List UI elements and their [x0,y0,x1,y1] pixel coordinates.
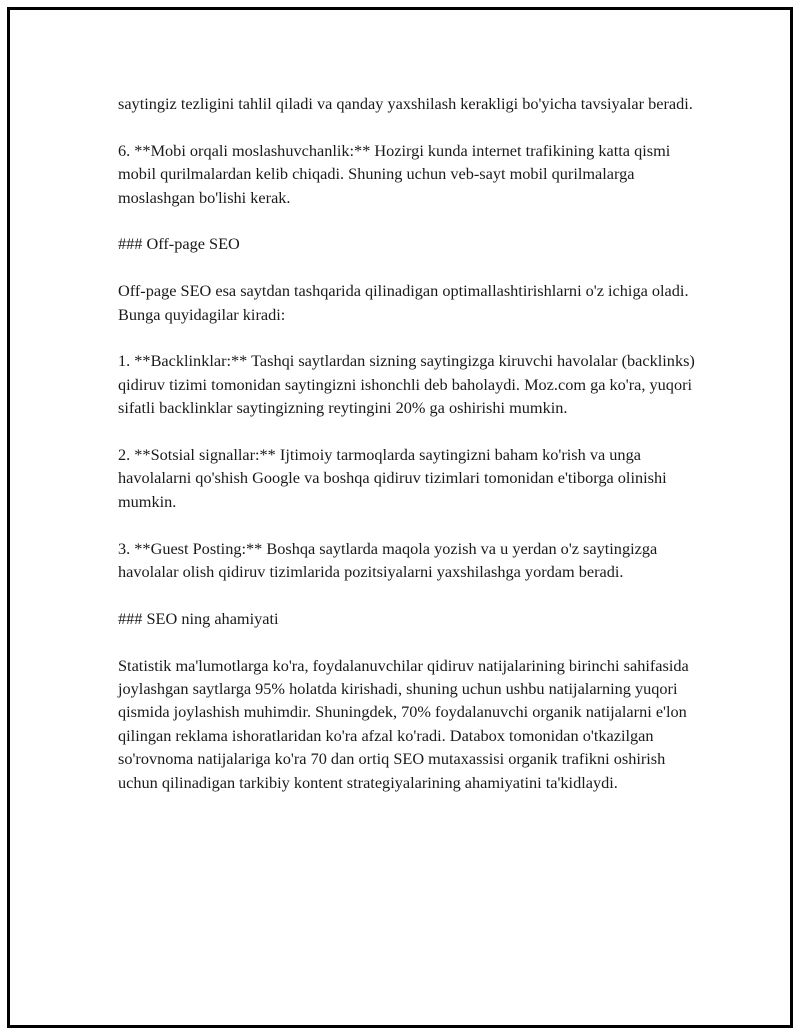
list-item-mobile-friendliness: 6. **Mobi orqali moslashuvchanlik:** Hozirgi kunda internet trafikining katta qismi mobil qurilmalardan kelib chiqadi. Shuning uchun veb-sayt mobil qurilmalarga moslashgan bo'lishi kerak. [118,140,671,207]
paragraph-off-page-intro: Off-page SEO esa saytdan tashqarida qilinadigan optimallashtirishlarni o'z ichiga oladi. Bunga quyidagilar kiradi: [118,281,689,324]
document-body [118,92,698,794]
list-item-social-signals: 2. **Sotsial signallar:** Ijtimoiy tarmoqlarda saytingizni baham ko'rish va unga havolalarni qo'shish Google va boshqa qidiruv tizimlari tomonidan e'tiborga olinishi mumkin. [118,445,667,511]
paragraph-speed-analysis: saytingiz tezligini tahlil qiladi va qanday yaxshilash kerakligi bo'yicha tavsiyalar beradi. [118,94,693,113]
paragraph-seo-statistics: Statistik ma'lumotlarga ko'ra, foydalanuvchilar qidiruv natijalarining birinchi sahifasida joylashgan saytlarga 95% holatda kirishadi, shuning uchun ushbu natijalarning yuqori qismida joylashish muhimdir. Shuningdek, 70% foydalanuvchi organik natijalarni e'lon qilingan reklama ishoratlaridan ko'ra afzal ko'radi. Databox tomonidan o'tkazilgan so'rovnoma natijalariga ko'ra 70 dan ortiq SEO mutaxassisi organik trafikni oshirish uchun qilinadigan tarkibiy kontent strategiyalarining ahamiyatini ta'kidlaydi. [118,655,689,792]
heading-off-page-seo: ### Off-page SEO [118,234,240,254]
heading-seo-importance: ### SEO ning ahamiyati [118,608,279,628]
list-item-guest-posting: 3. **Guest Posting:** Boshqa saytlarda maqola yozish va u yerdan o'z saytingizga havolalar olish qidiruv tizimlarida pozitsiyalarni yaxshilashga yordam beradi. [118,538,658,582]
list-item-backlinks: 1. **Backlinklar:** Tashqi saytlardan sizning saytingizga kiruvchi havolalar (backlinks) qidiruv tizimi tomonidan saytingizni ishonchli deb baholaydi. Moz.com ga ko'ra, yuqori sifatli backlinklar saytingizning reytingini 20% ga oshirishi mumkin. [118,351,695,418]
